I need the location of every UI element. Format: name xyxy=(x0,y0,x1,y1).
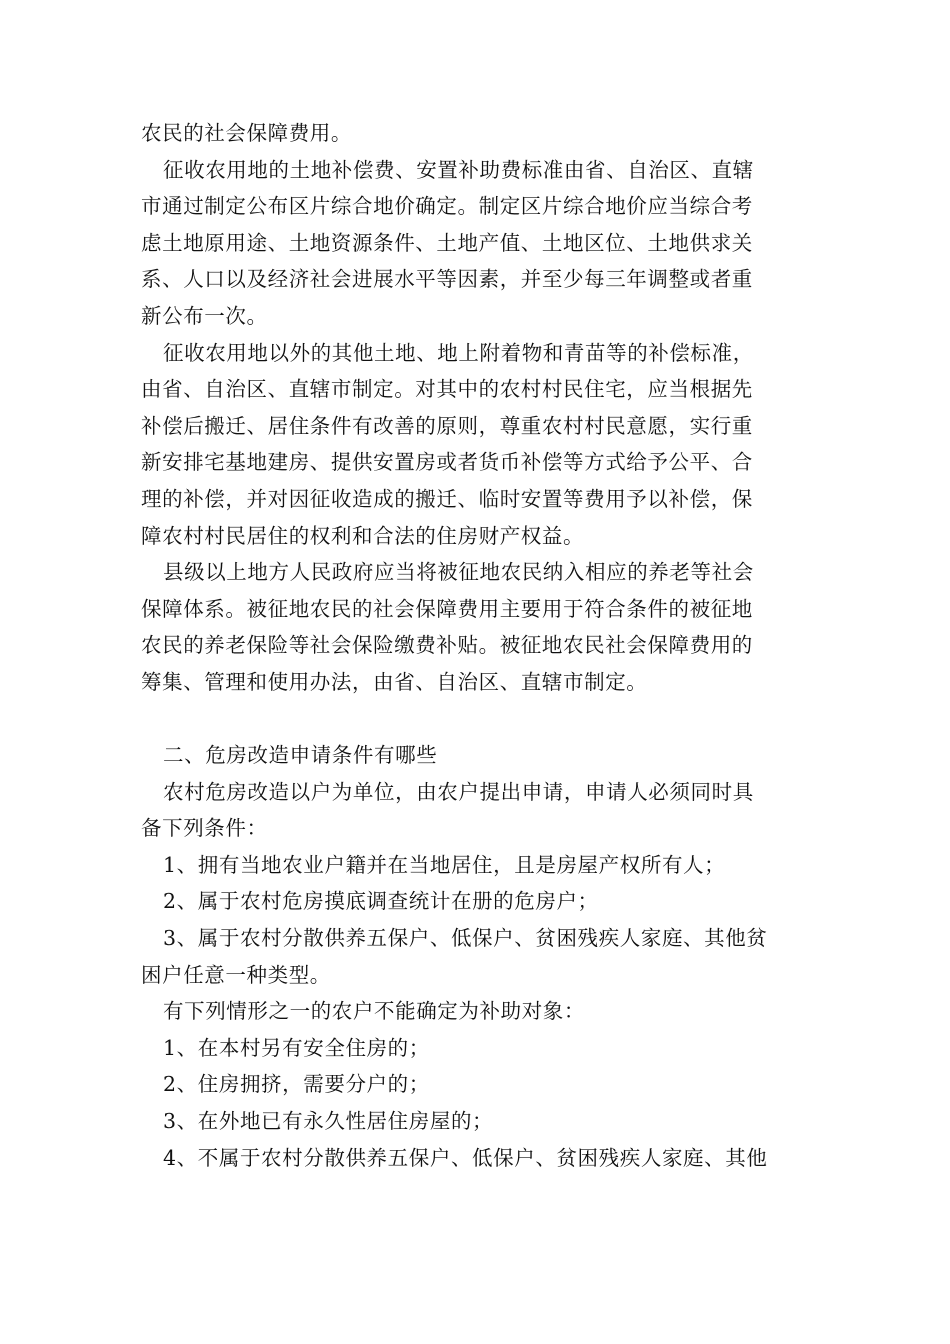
text-line: 农民的养老保险等社会保险缴费补贴。被征地农民社会保障费用的 xyxy=(141,633,753,658)
text-line: 虑土地原用途、土地资源条件、土地产值、土地区位、土地供求关 xyxy=(141,230,753,255)
document-body xyxy=(141,115,809,1176)
text-line: 1、拥有当地农业户籍并在当地居住，且是房屋产权所有人； xyxy=(163,852,726,877)
blank-line xyxy=(141,701,809,738)
text-line: 4、不属于农村分散供养五保户、低保户、贫困残疾人家庭、其他 xyxy=(163,1145,768,1170)
text-line: 障农村村民居住的权利和合法的住房财产权益。 xyxy=(141,523,585,548)
text-line: 征收农用地以外的其他土地、地上附着物和青苗等的补偿标准， xyxy=(163,340,754,365)
text-line: 县级以上地方人民政府应当将被征地农民纳入相应的养老等社会 xyxy=(163,560,754,585)
text-line: 农村危房改造以户为单位，由农户提出申请，申请人必须同时具 xyxy=(163,779,754,804)
text-line: 1、在本村另有安全住房的； xyxy=(163,1035,430,1060)
text-line: 征收农用地的土地补偿费、安置补助费标准由省、自治区、直辖 xyxy=(163,157,754,182)
text-line: 3、在外地已有永久性居住房屋的； xyxy=(163,1109,494,1134)
text-line: 2、属于农村危房摸底调查统计在册的危房户； xyxy=(163,889,599,914)
text-line: 系、人口以及经济社会进展水平等因素，并至少每三年调整或者重 xyxy=(141,267,753,292)
text-line: 2、住房拥挤，需要分户的； xyxy=(163,1072,430,1097)
text-line: 困户任意一种类型。 xyxy=(141,962,331,987)
text-line: 二、危房改造申请条件有哪些 xyxy=(163,743,438,768)
text-line: 保障体系。被征地农民的社会保障费用主要用于符合条件的被征地 xyxy=(141,596,753,621)
text-line: 补偿后搬迁、居住条件有改善的原则，尊重农村村民意愿，实行重 xyxy=(141,413,753,438)
text-line: 有下列情形之一的农户不能确定为补助对象： xyxy=(163,999,585,1024)
text-line: 由省、自治区、直辖市制定。对其中的农村村民住宅，应当根据先 xyxy=(141,377,753,402)
text-line: 备下列条件： xyxy=(141,816,268,841)
text-line: 农民的社会保障费用。 xyxy=(141,121,352,145)
text-line: 理的补偿，并对因征收造成的搬迁、临时安置等费用予以补偿，保 xyxy=(141,486,753,511)
text-line: 筹集、管理和使用办法，由省、自治区、直辖市制定。 xyxy=(141,669,648,694)
text-line: 市通过制定公布区片综合地价确定。制定区片综合地价应当综合考 xyxy=(141,194,753,219)
text-line: 3、属于农村分散供养五保户、低保户、贫困残疾人家庭、其他贫 xyxy=(163,926,768,951)
text-line: 新公布一次。 xyxy=(141,303,268,328)
text-line: 新安排宅基地建房、提供安置房或者货币补偿等方式给予公平、合 xyxy=(141,450,753,475)
